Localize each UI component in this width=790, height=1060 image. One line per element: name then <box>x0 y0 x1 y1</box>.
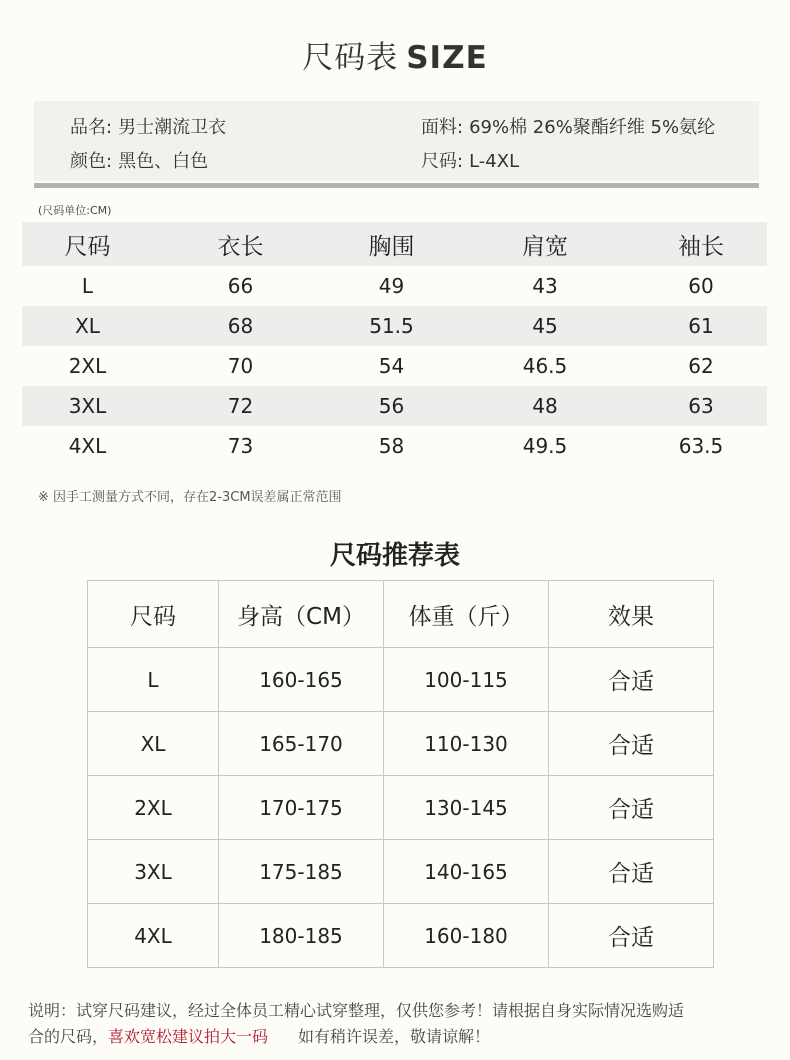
cell-chest: 54 <box>378 354 405 378</box>
table-row <box>22 426 767 466</box>
table-row <box>22 346 767 386</box>
size-table-header <box>22 222 767 266</box>
rec-cell-effect: 合适 <box>549 904 714 968</box>
recommendation-table <box>87 580 714 968</box>
cell-size: XL <box>75 314 100 338</box>
header-size: 尺码 <box>64 233 111 260</box>
cell-chest: 58 <box>378 434 405 458</box>
cell-size: 4XL <box>68 434 107 458</box>
header-sleeve: 袖长 <box>678 233 724 260</box>
recommendation-title: 尺码推荐表 <box>329 541 460 571</box>
footer-line-1: 说明：试穿尺码建议，经过全体员工精心试穿整理，仅供您参考！请根据自身实际情况选购适 <box>28 1001 685 1020</box>
footer-note <box>28 998 768 1050</box>
cell-sleeve: 63.5 <box>678 434 724 458</box>
info-fabric-value: 69%棉 26%聚酯纤维 5%氨纶 <box>469 117 716 138</box>
cell-sleeve: 61 <box>688 314 714 338</box>
rec-cell-weight: 160-180 <box>384 904 549 968</box>
title-cn: 尺码表 <box>302 40 399 76</box>
header-shoulder: 肩宽 <box>522 233 568 260</box>
measurement-disclaimer: ※ 因手工测量方式不同，存在2-3CM误差属正常范围 <box>38 490 342 505</box>
cell-chest: 49 <box>378 274 405 298</box>
cell-shoulder: 49.5 <box>522 434 568 458</box>
cell-chest: 56 <box>378 394 405 418</box>
info-size-value: L-4XL <box>469 151 520 172</box>
table-row <box>22 306 767 346</box>
rec-cell-weight: 110-130 <box>384 712 549 776</box>
title-en: SIZE <box>406 40 488 76</box>
cell-length: 68 <box>227 314 254 338</box>
table-row <box>88 648 714 712</box>
info-color-label: 颜色: <box>70 151 113 172</box>
rec-cell-size: 3XL <box>88 840 219 904</box>
page-title <box>0 32 790 77</box>
rec-header-size: 尺码 <box>88 581 219 648</box>
rec-cell-weight: 130-145 <box>384 776 549 840</box>
table-row <box>88 776 714 840</box>
info-fabric <box>421 113 715 139</box>
info-name-value: 男士潮流卫衣 <box>118 117 227 138</box>
info-fabric-label: 面料: <box>421 117 464 138</box>
footer-line-2 <box>28 1024 768 1050</box>
rec-cell-size: XL <box>88 712 219 776</box>
rec-cell-effect: 合适 <box>549 776 714 840</box>
info-name <box>70 113 226 139</box>
cell-shoulder: 43 <box>532 274 558 298</box>
info-color-value: 黑色、白色 <box>118 151 209 172</box>
rec-header-effect: 效果 <box>549 581 714 648</box>
cell-length: 70 <box>227 354 254 378</box>
table-row <box>22 386 767 426</box>
cell-length: 73 <box>227 434 254 458</box>
product-info-box <box>34 101 759 181</box>
footer-line-2-prefix: 合的尺码， <box>28 1027 109 1046</box>
rec-cell-size: 4XL <box>88 904 219 968</box>
rec-cell-effect: 合适 <box>549 712 714 776</box>
table-row <box>88 712 714 776</box>
info-name-label: 品名: <box>70 117 113 138</box>
rec-header-weight: 体重（斤） <box>384 581 549 648</box>
rec-cell-size: L <box>88 648 219 712</box>
rec-cell-weight: 140-165 <box>384 840 549 904</box>
recommendation-header <box>88 581 714 648</box>
rec-cell-effect: 合适 <box>549 840 714 904</box>
rec-cell-size: 2XL <box>88 776 219 840</box>
footer-line-2-suffix: 如有稍许误差，敬请谅解！ <box>298 1027 491 1046</box>
info-color <box>70 147 208 173</box>
rec-cell-height: 180-185 <box>219 904 384 968</box>
table-row <box>22 266 767 306</box>
cell-shoulder: 48 <box>532 394 558 418</box>
cell-sleeve: 60 <box>688 274 714 298</box>
rec-cell-height: 175-185 <box>219 840 384 904</box>
cell-sleeve: 62 <box>688 354 714 378</box>
cell-shoulder: 45 <box>532 314 558 338</box>
unit-note: (尺码单位:CM) <box>38 204 112 217</box>
info-divider <box>34 183 759 188</box>
cell-length: 72 <box>227 394 254 418</box>
rec-header-height: 身高（CM） <box>219 581 384 648</box>
rec-cell-height: 170-175 <box>219 776 384 840</box>
header-length: 衣长 <box>217 233 264 260</box>
rec-cell-height: 160-165 <box>219 648 384 712</box>
rec-cell-weight: 100-115 <box>384 648 549 712</box>
size-table <box>22 222 767 466</box>
table-row <box>88 904 714 968</box>
table-row <box>88 840 714 904</box>
cell-size: L <box>81 274 94 298</box>
cell-chest: 51.5 <box>369 314 414 338</box>
info-size <box>421 147 519 173</box>
rec-cell-effect: 合适 <box>549 648 714 712</box>
header-chest: 胸围 <box>368 233 415 260</box>
rec-cell-height: 165-170 <box>219 712 384 776</box>
cell-sleeve: 63 <box>688 394 714 418</box>
cell-size: 2XL <box>68 354 107 378</box>
info-size-label: 尺码: <box>421 151 464 172</box>
cell-size: 3XL <box>68 394 107 418</box>
footer-highlight: 喜欢宽松建议拍大一码 <box>108 1027 269 1046</box>
cell-length: 66 <box>227 274 254 298</box>
cell-shoulder: 46.5 <box>522 354 568 378</box>
